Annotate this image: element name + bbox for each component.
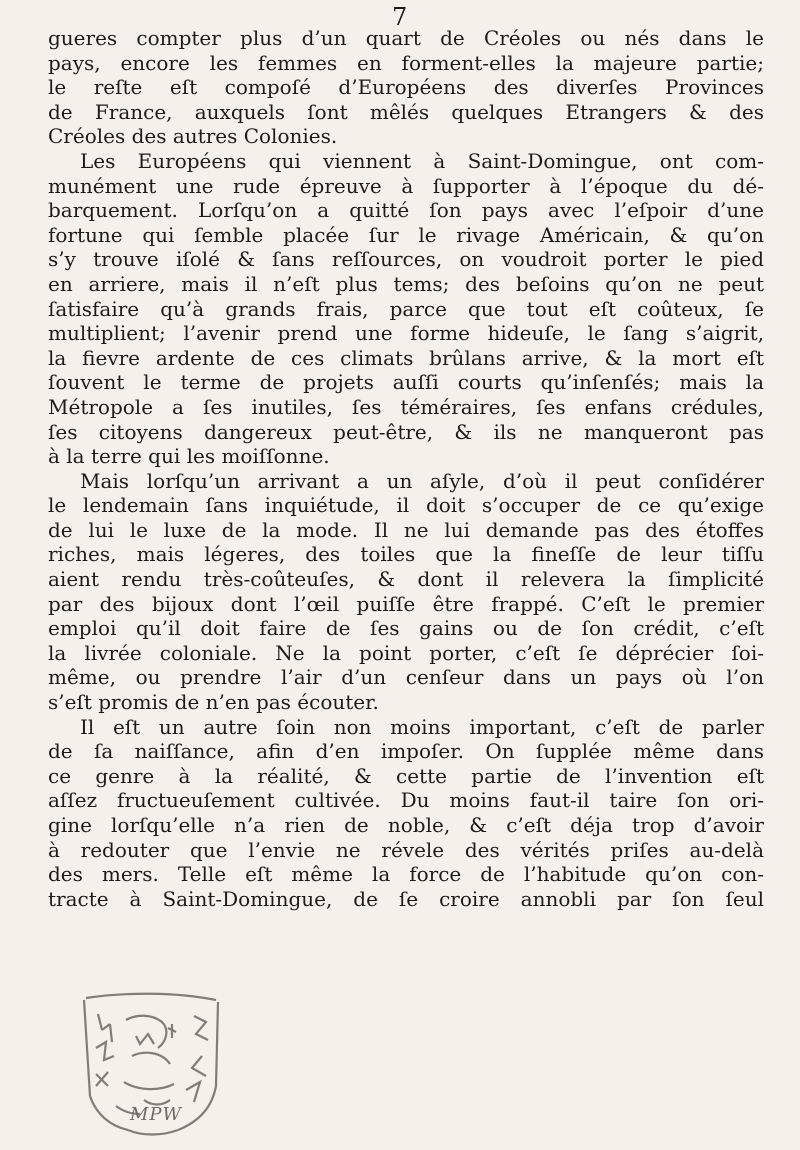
text-line: par des bijoux dont l’œil puiſſe être frappé. C’eſt le premier xyxy=(48,591,764,616)
text-line: Créoles des autres Colonies. xyxy=(48,124,338,149)
text-line: le lendemain ſans inquiétude, il doit s’occuper de ce qu’exige xyxy=(48,493,764,518)
stamp-text: MPW xyxy=(130,1104,183,1125)
text-line: ce genre à la réalité, & cette partie de l’invention eſt xyxy=(48,763,764,788)
text-line: emploi qu’il doit faire de ſes gains ou de ſon crédit, c’eſt xyxy=(48,616,764,641)
text-line: tracte à Saint-Domingue, de ſe croire annobli par ſon ſeul xyxy=(48,886,764,911)
page-number: 7 xyxy=(392,3,408,31)
text-line: ſes citoyens dangereux peut-être, & ils ne manqueront pas xyxy=(48,419,764,444)
text-line: même, ou prendre l’air d’un cenſeur dans un pays où l’on xyxy=(48,665,764,690)
text-line: ſatisfaire qu’à grands frais, parce que tout eſt coûteux, ſe xyxy=(48,296,764,321)
text-line: gueres compter plus d’un quart de Créoles ou nés dans le xyxy=(48,26,764,50)
text-line: s’y trouve iſolé & ſans reſſources, on voudroit porter le pied xyxy=(48,247,764,272)
text-line: Les Européens qui viennent à Saint-Domingue, ont com- xyxy=(80,148,764,173)
body-text xyxy=(48,26,764,911)
text-line: gine lorſqu’elle n’a rien de noble, & c’eſt déja trop d’avoir xyxy=(48,813,764,837)
text-line: munément une rude épreuve à ſupporter à l’époque du dé- xyxy=(48,173,764,198)
text-line: multiplient; l’avenir prend une forme hideuſe, le ſang s’aigrit, xyxy=(48,321,764,346)
text-line: de lui le luxe de la mode. Il ne lui demande pas des étoffes xyxy=(48,517,764,542)
text-line: à redouter que l’envie ne révele des vérités priſes au-delà xyxy=(48,837,764,862)
text-line: aient rendu très-coûteuſes, & dont il relevera la ſimplicité xyxy=(48,567,764,592)
text-line: ſouvent le terme de projets auſſi courts qu’inſenſés; mais la xyxy=(48,370,764,395)
text-line: aſſez fructueuſement cultivée. Du moins faut-il taire ſon ori- xyxy=(48,788,764,813)
text-line: la livrée coloniale. Ne la point porter, c’eſt ſe déprécier ſoi- xyxy=(48,640,764,665)
text-line: la fievre ardente de ces climats brûlans arrive, & la mort eſt xyxy=(48,345,764,370)
text-line: s’eſt promis de n’en pas écouter. xyxy=(48,690,379,715)
text-line: barquement. Lorſqu’on a quitté ſon pays avec l’eſpoir d’une xyxy=(48,198,764,223)
text-line: Mais lorſqu’un arrivant a un aſyle, d’où il peut conſidérer xyxy=(80,468,764,493)
text-line: le reſte eſt compoſé d’Européens des diverſes Provinces xyxy=(48,75,764,100)
text-line: riches, mais légeres, des toiles que la fineſſe de leur tiſſu xyxy=(48,542,764,567)
text-line: de France, auxquels ſont mêlés quelques Etrangers & des xyxy=(48,99,764,124)
text-line: pays, encore les femmes en forment-elles la majeure partie; xyxy=(48,50,764,75)
text-line: en arriere, mais il n’eſt plus tems; des beſoins qu’on ne peut xyxy=(48,271,764,296)
text-line: de ſa naiſſance, afin d’en impoſer. On ſupplée même dans xyxy=(48,739,764,764)
text-line: Il eſt un autre ſoin non moins important, c’eſt de parler xyxy=(80,714,764,739)
text-line: des mers. Telle eſt même la force de l’habitude qu’on con- xyxy=(48,862,764,887)
text-line: Métropole a ſes inutiles, ſes téméraires, ſes enfans crédules, xyxy=(48,394,764,419)
text-line: fortune qui ſemble placée ſur le rivage Américain, & qu’on xyxy=(48,222,764,247)
text-line: à la terre qui les moiſſonne. xyxy=(48,444,330,469)
library-stamp-icon xyxy=(66,986,234,1146)
